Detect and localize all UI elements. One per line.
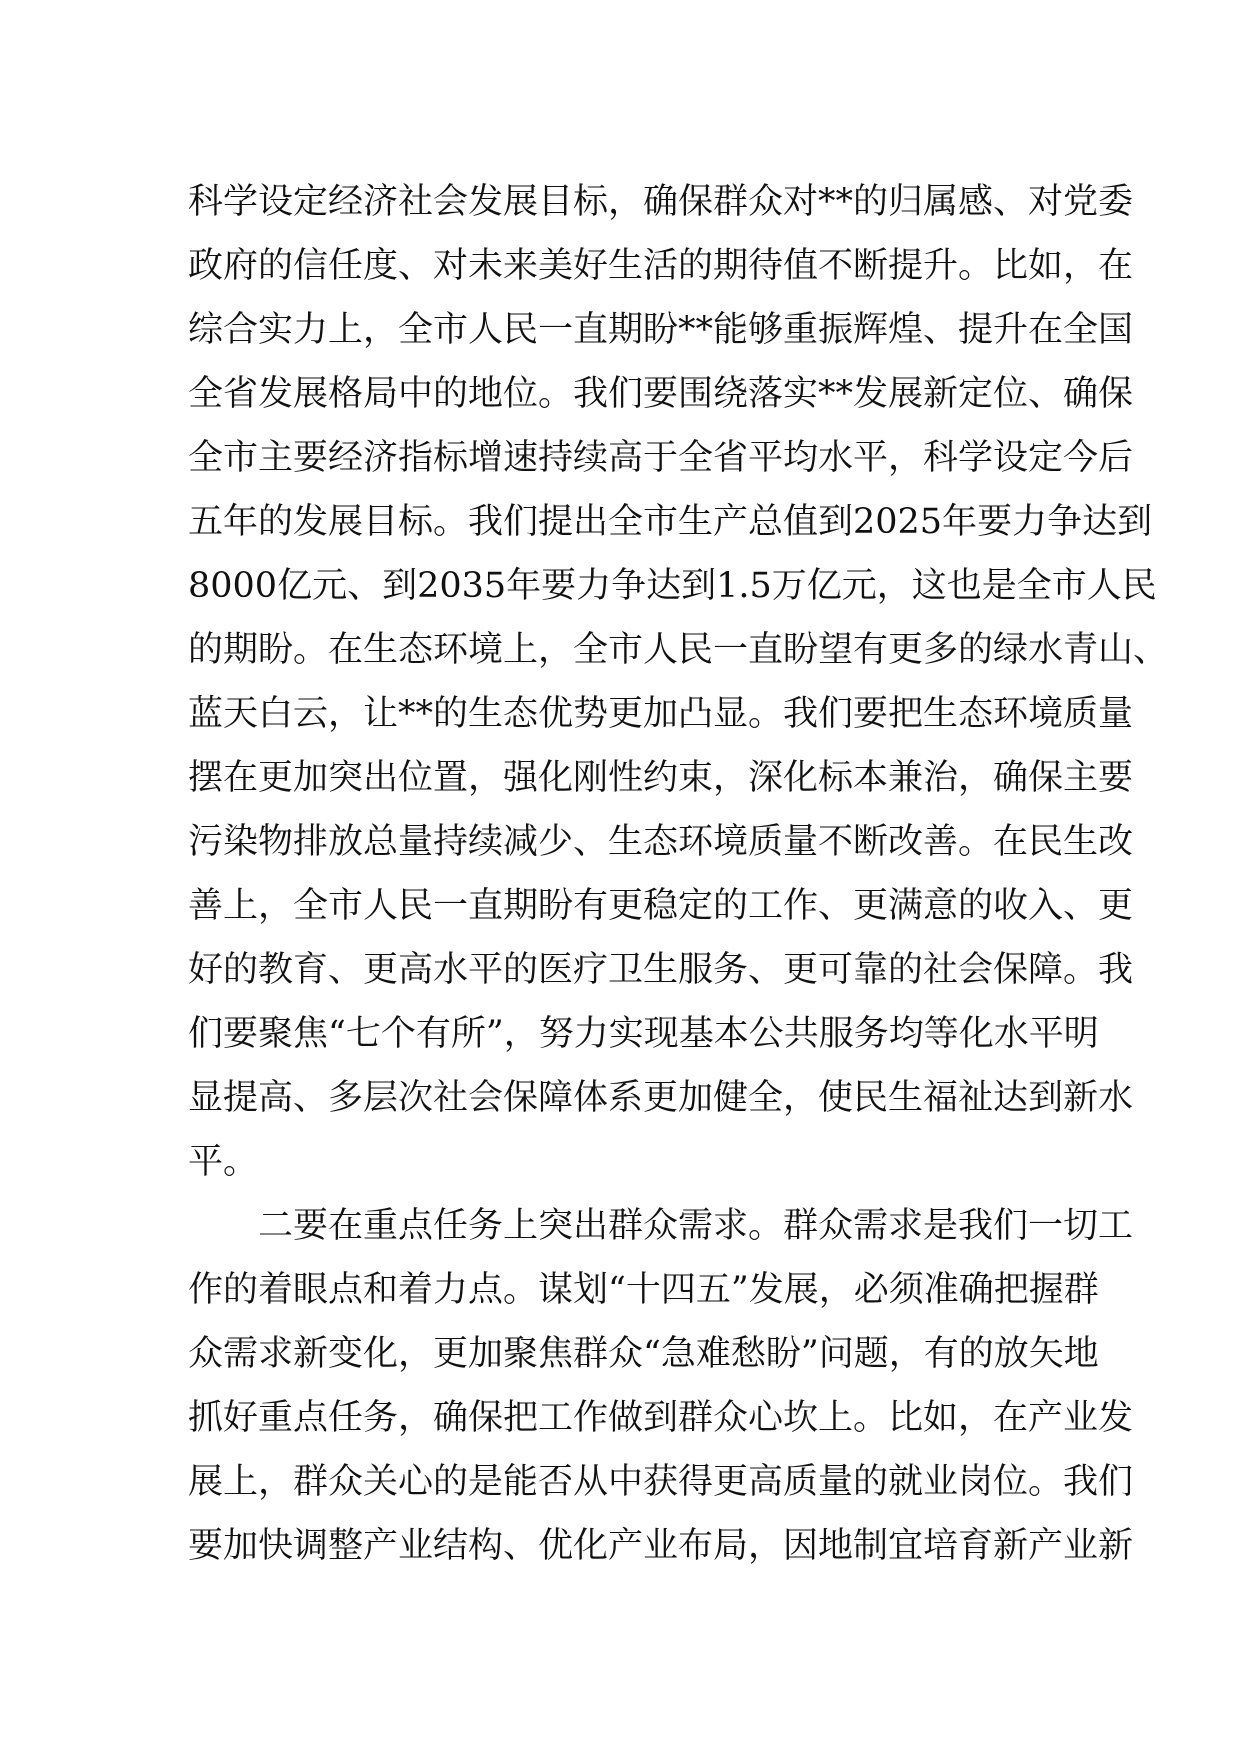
text-line: 平。 xyxy=(188,1142,259,1182)
text-line: 好的教育、更高水平的医疗卫生服务、更可靠的社会保障。我 xyxy=(188,950,1134,990)
paragraph-start-line: 二要在重点任务上突出群众需求。群众需求是我们一切工 xyxy=(258,1206,1134,1246)
text-line: 蓝天白云，让**的生态优势更加凸显。我们要把生态环境质量 xyxy=(188,694,1134,734)
text-line: 作的着眼点和着力点。谋划“十四五”发展，必须准确把握群 xyxy=(188,1270,1099,1310)
text-line: 综合实力上，全市人民一直期盼**能够重振辉煌、提升在全国 xyxy=(188,310,1134,350)
text-line: 们要聚焦“七个有所”，努力实现基本公共服务均等化水平明 xyxy=(188,1014,1099,1054)
text-line: 展上，群众关心的是能否从中获得更高质量的就业岗位。我们 xyxy=(188,1462,1134,1502)
text-line: 科学设定经济社会发展目标，确保群众对**的归属感、对党委 xyxy=(188,182,1134,222)
text-line: 善上，全市人民一直期盼有更稳定的工作、更满意的收入、更 xyxy=(188,886,1134,926)
text-line: 摆在更加突出位置，强化刚性约束，深化标本兼治，确保主要 xyxy=(188,758,1134,798)
text-line: 政府的信任度、对未来美好生活的期待值不断提升。比如，在 xyxy=(188,246,1134,286)
text-line: 抓好重点任务，确保把工作做到群众心坎上。比如，在产业发 xyxy=(188,1398,1134,1438)
text-line: 污染物排放总量持续减少、生态环境质量不断改善。在民生改 xyxy=(188,822,1134,862)
text-line: 显提高、多层次社会保障体系更加健全，使民生福祉达到新水 xyxy=(188,1078,1134,1118)
text-line: 众需求新变化，更加聚焦群众“急难愁盼”问题，有的放矢地 xyxy=(188,1334,1099,1374)
text-line: 全省发展格局中的地位。我们要围绕落实**发展新定位、确保 xyxy=(188,374,1134,414)
text-line: 8000亿元、到2035年要力争达到1.5万亿元，这也是全市人民 xyxy=(188,566,1157,606)
text-line: 要加快调整产业结构、优化产业布局，因地制宜培育新产业新 xyxy=(188,1526,1134,1566)
text-line: 五年的发展目标。我们提出全市生产总值到2025年要力争达到 xyxy=(188,502,1153,542)
text-line: 的期盼。在生态环境上，全市人民一直盼望有更多的绿水青山、 xyxy=(188,630,1169,670)
body-text xyxy=(188,170,1169,1578)
text-line: 全市主要经济指标增速持续高于全省平均水平，科学设定今后 xyxy=(188,438,1134,478)
